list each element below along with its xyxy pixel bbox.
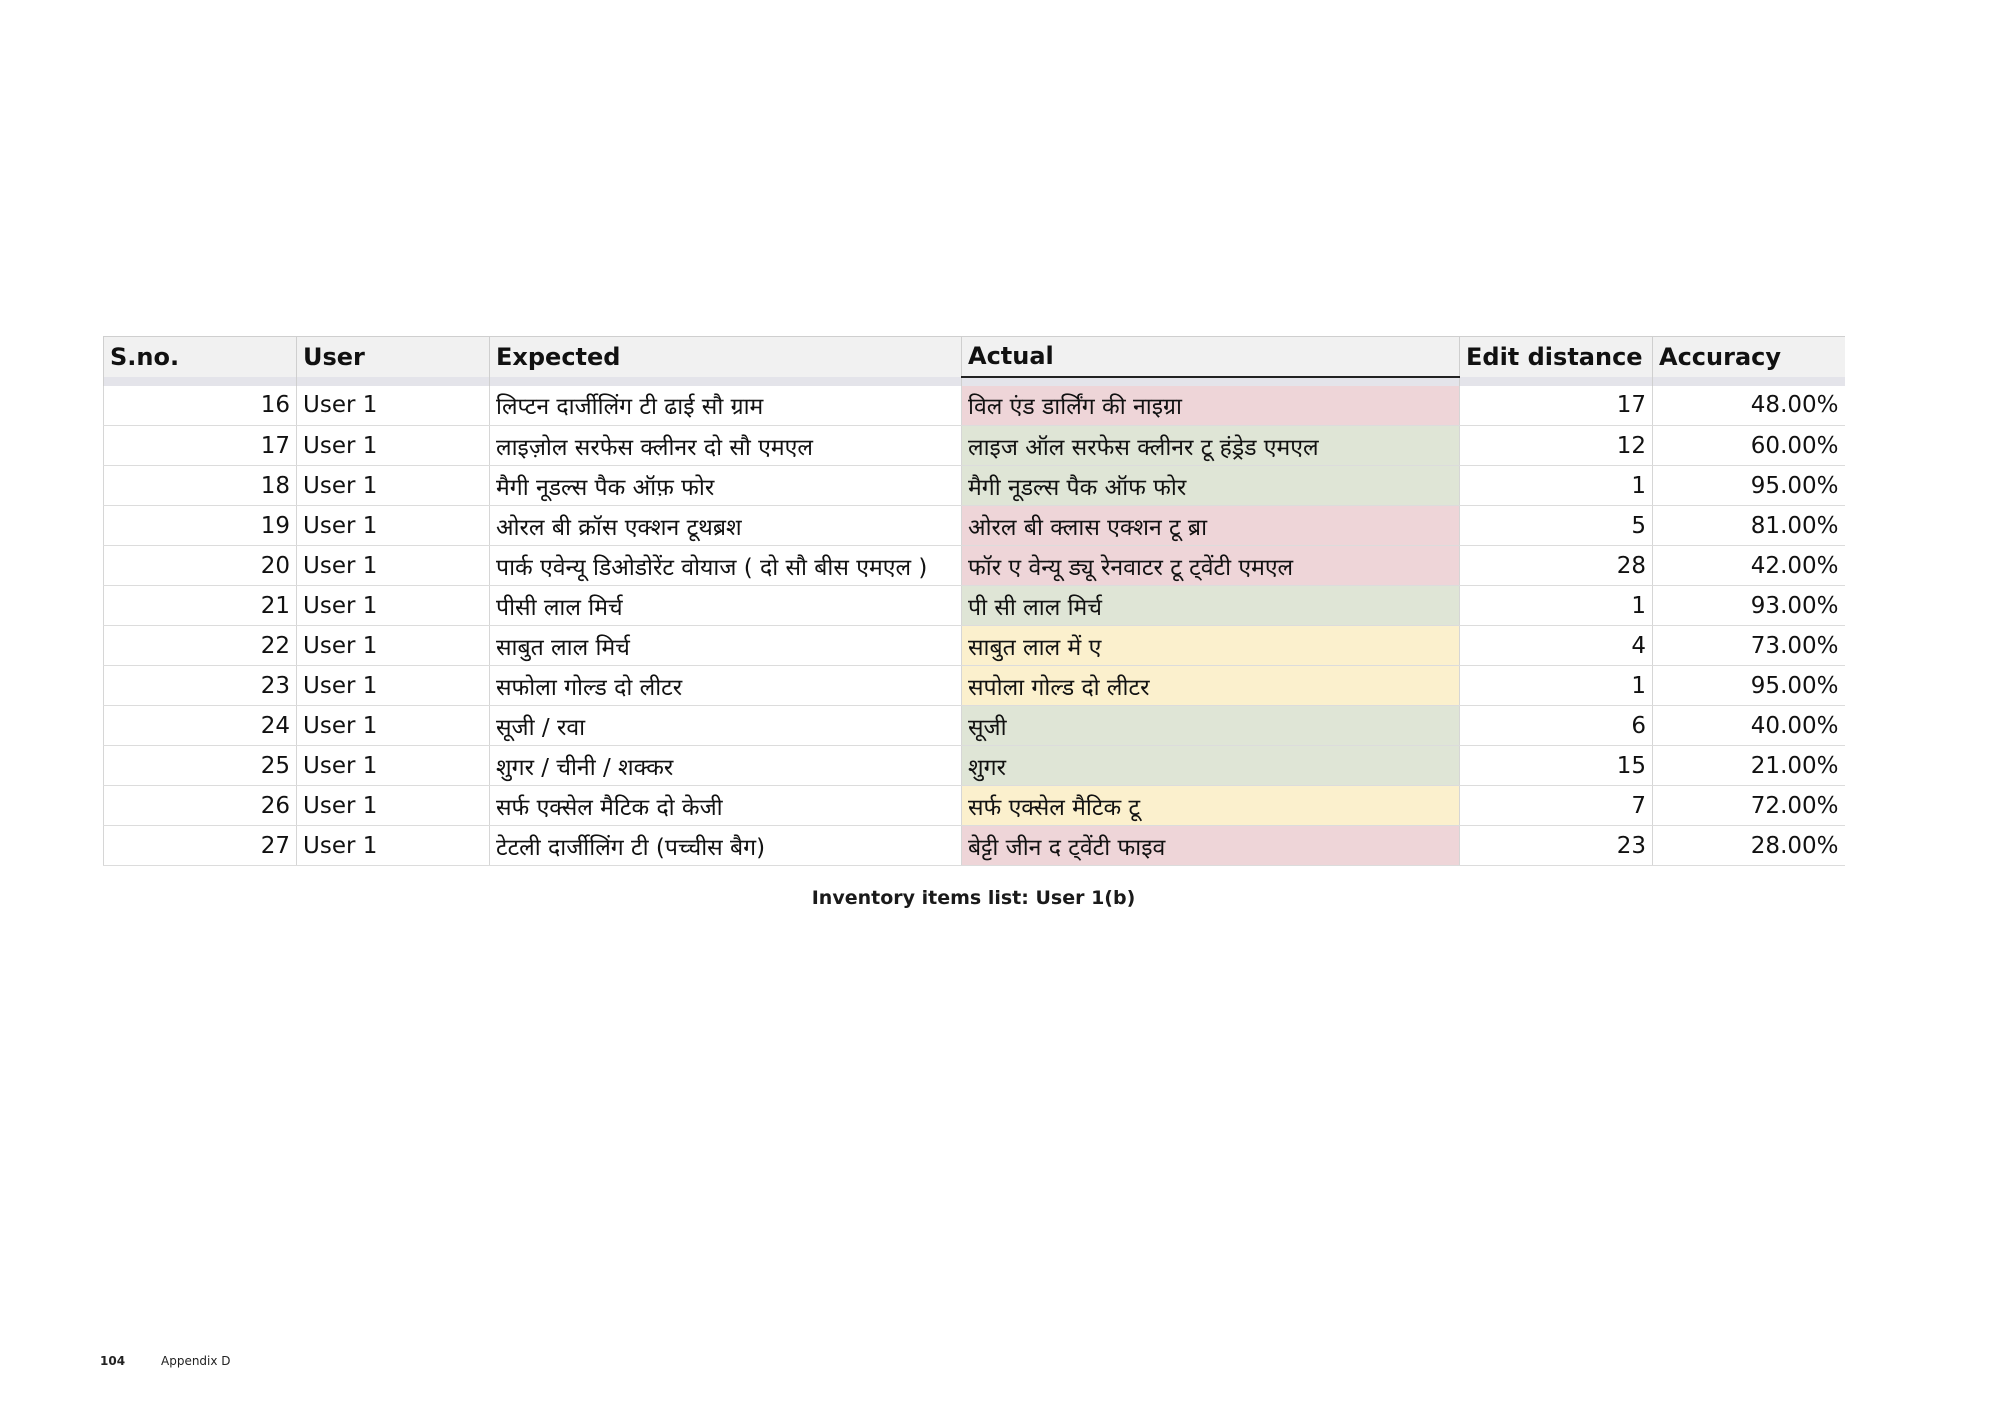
cell-accuracy: 42.00% <box>1653 546 1845 586</box>
cell-accuracy: 81.00% <box>1653 506 1845 546</box>
cell-sno: 27 <box>104 826 297 866</box>
cell-actual: सर्फ एक्सेल मैटिक टू <box>962 786 1460 826</box>
cell-user: User 1 <box>297 586 490 626</box>
cell-actual: बेट्टी जीन द ट्वेंटी फाइव <box>962 826 1460 866</box>
table-header <box>104 337 1845 386</box>
cell-accuracy: 60.00% <box>1653 426 1845 466</box>
header-sno: S.no. <box>104 337 297 377</box>
cell-expected: सूजी / रवा <box>490 706 962 746</box>
cell-sno: 25 <box>104 746 297 786</box>
results-table-container <box>103 336 1844 866</box>
table-row <box>104 426 1845 466</box>
cell-edit-distance: 15 <box>1460 746 1653 786</box>
cell-sno: 26 <box>104 786 297 826</box>
cell-expected: शुगर / चीनी / शक्कर <box>490 746 962 786</box>
cell-accuracy: 93.00% <box>1653 586 1845 626</box>
cell-actual: विल एंड डार्लिंग की नाइग्रा <box>962 386 1460 426</box>
cell-actual: ओरल बी क्लास एक्शन टू ब्रा <box>962 506 1460 546</box>
cell-actual: सूजी <box>962 706 1460 746</box>
cell-actual: फॉर ए वेन्यू ड्यू रेनवाटर टू ट्वेंटी एमएल <box>962 546 1460 586</box>
results-table <box>103 336 1845 866</box>
table-body <box>104 386 1845 866</box>
cell-accuracy: 72.00% <box>1653 786 1845 826</box>
cell-expected: टेटली दार्जीलिंग टी (पच्चीस बैग) <box>490 826 962 866</box>
cell-accuracy: 21.00% <box>1653 746 1845 786</box>
cell-user: User 1 <box>297 386 490 426</box>
cell-edit-distance: 7 <box>1460 786 1653 826</box>
header-edit-distance: Edit distance <box>1460 337 1653 377</box>
cell-expected: लिप्टन दार्जीलिंग टी ढाई सौ ग्राम <box>490 386 962 426</box>
cell-edit-distance: 23 <box>1460 826 1653 866</box>
cell-expected: मैगी नूडल्स पैक ऑफ़ फोर <box>490 466 962 506</box>
cell-user: User 1 <box>297 746 490 786</box>
table-row <box>104 786 1845 826</box>
cell-edit-distance: 1 <box>1460 586 1653 626</box>
cell-accuracy: 73.00% <box>1653 626 1845 666</box>
table-row <box>104 546 1845 586</box>
cell-user: User 1 <box>297 426 490 466</box>
table-row <box>104 826 1845 866</box>
table-row <box>104 586 1845 626</box>
cell-user: User 1 <box>297 626 490 666</box>
table-row <box>104 506 1845 546</box>
cell-sno: 19 <box>104 506 297 546</box>
cell-user: User 1 <box>297 546 490 586</box>
cell-expected: साबुत लाल मिर्च <box>490 626 962 666</box>
cell-accuracy: 28.00% <box>1653 826 1845 866</box>
cell-edit-distance: 12 <box>1460 426 1653 466</box>
cell-expected: पार्क एवेन्यू डिओडोरेंट वोयाज ( दो सौ बीस एमएल ) <box>490 546 962 586</box>
cell-actual: पी सी लाल मिर्च <box>962 586 1460 626</box>
cell-expected: सर्फ एक्सेल मैटिक दो केजी <box>490 786 962 826</box>
cell-sno: 23 <box>104 666 297 706</box>
cell-sno: 21 <box>104 586 297 626</box>
footer-section: Appendix D <box>161 1354 231 1368</box>
cell-accuracy: 95.00% <box>1653 466 1845 506</box>
cell-sno: 20 <box>104 546 297 586</box>
cell-user: User 1 <box>297 826 490 866</box>
cell-user: User 1 <box>297 466 490 506</box>
cell-user: User 1 <box>297 706 490 746</box>
cell-user: User 1 <box>297 786 490 826</box>
cell-actual: साबुत लाल में ए <box>962 626 1460 666</box>
cell-edit-distance: 4 <box>1460 626 1653 666</box>
header-separator <box>104 377 1845 386</box>
table-caption: Inventory items list: User 1(b) <box>811 887 1136 909</box>
cell-sno: 22 <box>104 626 297 666</box>
cell-edit-distance: 1 <box>1460 466 1653 506</box>
cell-actual: शुगर <box>962 746 1460 786</box>
cell-expected: सफोला गोल्ड दो लीटर <box>490 666 962 706</box>
table-row <box>104 706 1845 746</box>
cell-user: User 1 <box>297 666 490 706</box>
header-actual: Actual <box>962 337 1460 377</box>
table-row <box>104 666 1845 706</box>
cell-actual: सपोला गोल्ड दो लीटर <box>962 666 1460 706</box>
header-user: User <box>297 337 490 377</box>
header-accuracy: Accuracy <box>1653 337 1845 377</box>
cell-actual: लाइज ऑल सरफेस क्लीनर टू हंड्रेड एमएल <box>962 426 1460 466</box>
cell-actual: मैगी नूडल्स पैक ऑफ फोर <box>962 466 1460 506</box>
table-row <box>104 466 1845 506</box>
cell-expected: लाइज़ोल सरफेस क्लीनर दो सौ एमएल <box>490 426 962 466</box>
cell-accuracy: 48.00% <box>1653 386 1845 426</box>
cell-edit-distance: 1 <box>1460 666 1653 706</box>
cell-edit-distance: 5 <box>1460 506 1653 546</box>
cell-user: User 1 <box>297 506 490 546</box>
cell-accuracy: 95.00% <box>1653 666 1845 706</box>
cell-sno: 16 <box>104 386 297 426</box>
cell-expected: ओरल बी क्रॉस एक्शन टूथब्रश <box>490 506 962 546</box>
cell-sno: 18 <box>104 466 297 506</box>
table-row <box>104 746 1845 786</box>
cell-sno: 17 <box>104 426 297 466</box>
table-row <box>104 386 1845 426</box>
page-number: 104 <box>100 1354 126 1368</box>
cell-edit-distance: 28 <box>1460 546 1653 586</box>
cell-sno: 24 <box>104 706 297 746</box>
cell-edit-distance: 6 <box>1460 706 1653 746</box>
cell-expected: पीसी लाल मिर्च <box>490 586 962 626</box>
table-row <box>104 626 1845 666</box>
cell-edit-distance: 17 <box>1460 386 1653 426</box>
header-expected: Expected <box>490 337 962 377</box>
cell-accuracy: 40.00% <box>1653 706 1845 746</box>
